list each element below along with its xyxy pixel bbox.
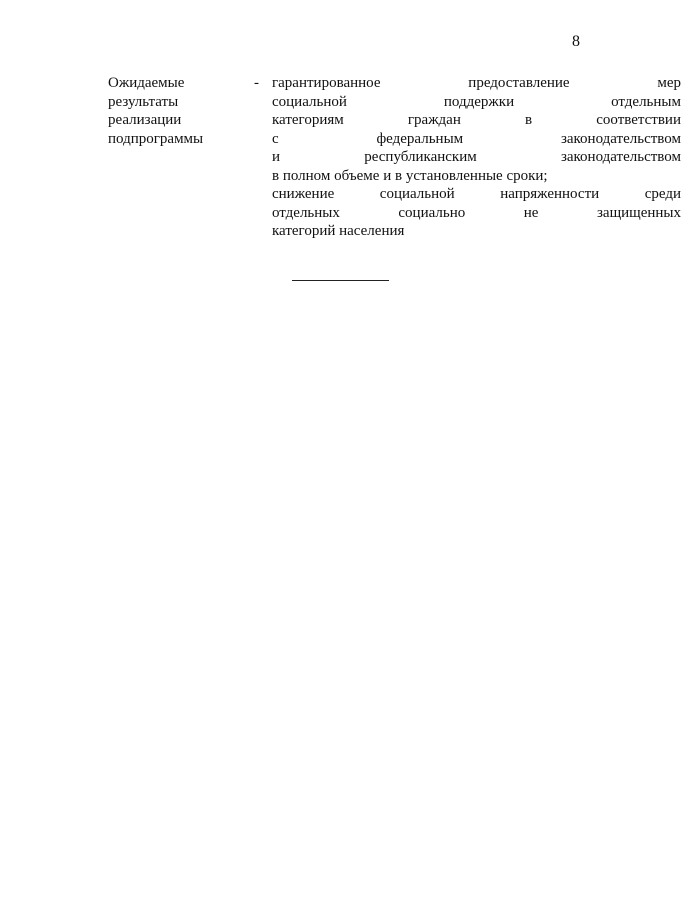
content-line: и республиканским законодательством [272, 149, 681, 165]
row-label: Ожидаемые результаты реализации подпрограммы [108, 75, 204, 147]
row-content [272, 74, 681, 241]
content-line: социальной поддержки отдельным [272, 93, 681, 110]
end-separator-line [292, 280, 389, 281]
content-line: гарантированное предоставление мер [272, 75, 681, 91]
content-line: категорий населения [272, 223, 405, 239]
content-line: категориям граждан в соответствии [272, 112, 681, 128]
content-line: снижение социальной напряженности среди [272, 186, 681, 202]
page-number: 8 [572, 33, 580, 50]
content-line: в полном объеме и в установленные сроки; [272, 167, 548, 184]
row-dash: - [254, 75, 259, 91]
content-line: с федеральным законодательством [272, 130, 681, 147]
content-line: отдельных социально не защищенных [272, 204, 681, 221]
